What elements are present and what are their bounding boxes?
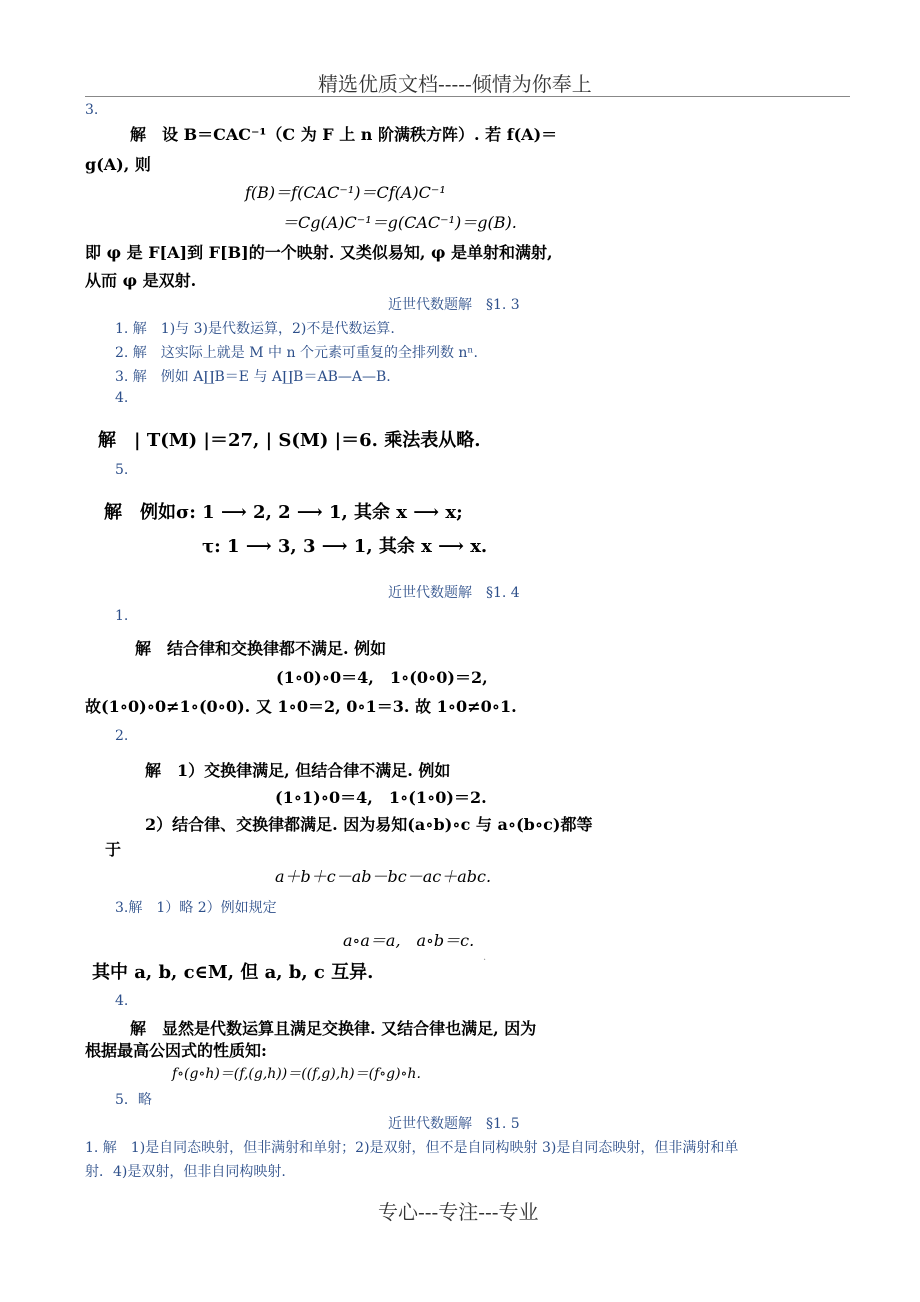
header-rule [85, 96, 850, 97]
list-item: 3. 解 例如 A∐B＝E 与 A∐B＝AB—A—B. [115, 369, 391, 385]
solution-line: 从而 φ 是双射. [85, 271, 197, 290]
equation-line: ＝Cg(A)C⁻¹＝g(CAC⁻¹)＝g(B). [282, 213, 517, 232]
list-item: 射．4)是双射，但非自同构映射. [85, 1164, 286, 1180]
equation-line: f∘(g∘h)＝(f,(g,h))＝((f,g),h)＝(f∘g)∘h. [172, 1066, 421, 1082]
equation-line: a∘a＝a, a∘b＝c. [343, 931, 475, 950]
item-number: 4. [115, 993, 129, 1009]
page-header: 精选优质文档-----倾情为你奉上 [318, 72, 592, 96]
equation-line: f(B)＝f(CAC⁻¹)＝Cf(A)C⁻¹ [245, 183, 446, 202]
solution-line: 解 例如σ: 1 ⟶ 2, 2 ⟶ 1, 其余 x ⟶ x; [104, 502, 463, 523]
list-item: 3.解 1）略 2）例如规定 [115, 900, 277, 916]
solution-line: τ: 1 ⟶ 3, 3 ⟶ 1, 其余 x ⟶ x. [202, 536, 488, 557]
solution-line: 故(1∘0)∘0≠1∘(0∘0). 又 1∘0＝2, 0∘1＝3. 故 1∘0≠0∘1. [85, 697, 517, 716]
item-number: 5. [115, 462, 129, 478]
solution-line: 2）结合律、交换律都满足. 因为易知(a∘b)∘c 与 a∘(b∘c)都等 [145, 815, 593, 834]
scan-mark: · [483, 955, 487, 966]
solution-line: 解 1）交换律满足, 但结合律不满足. 例如 [145, 761, 451, 780]
list-item: 1. 解 1)与 3)是代数运算，2)不是代数运算. [115, 321, 395, 337]
section-title-1-5: 近世代数题解 §1. 5 [388, 1116, 520, 1132]
equation-line: a＋b＋c－ab－bc－ac＋abc. [275, 867, 492, 886]
solution-line: 根据最高公因式的性质知: [85, 1041, 267, 1060]
item-number: 2. [115, 728, 129, 744]
section-title-1-4: 近世代数题解 §1. 4 [388, 585, 520, 601]
list-item: 5．略 [115, 1092, 152, 1108]
page-footer: 专心---专注---专业 [378, 1200, 539, 1224]
equation-line: (1∘0)∘0＝4, 1∘(0∘0)＝2, [276, 668, 488, 687]
solution-line: g(A), 则 [85, 155, 151, 174]
item-number: 1. [115, 608, 129, 624]
list-item: 2. 解 这实际上就是 M 中 n 个元素可重复的全排列数 nⁿ. [115, 345, 478, 361]
solution-line: 解 | T(M) |＝27, | S(M) |＝6. 乘法表从略. [98, 430, 481, 451]
solution-line: 解 显然是代数运算且满足交换律. 又结合律也满足, 因为 [130, 1019, 537, 1038]
section-title-1-3: 近世代数题解 §1. 3 [388, 297, 520, 313]
solution-line: 即 φ 是 F[A]到 F[B]的一个映射. 又类似易知, φ 是单射和满射, [85, 243, 553, 262]
item-number: 4. [115, 390, 129, 406]
equation-line: (1∘1)∘0＝4, 1∘(1∘0)＝2. [275, 788, 487, 807]
item-number: 3. [85, 102, 99, 118]
solution-line: 于 [105, 840, 122, 859]
list-item: 1. 解 1)是自同态映射，但非满射和单射；2)是双射，但不是自同构映射 3)是自同态映射，但非满射和单 [85, 1140, 739, 1156]
solution-line: 其中 a, b, c∈M, 但 a, b, c 互异. [92, 962, 374, 983]
solution-line: 解 结合律和交换律都不满足. 例如 [135, 639, 387, 658]
solution-line: 解 设 B＝CAC⁻¹（C 为 F 上 n 阶满秩方阵）. 若 f(A)＝ [130, 125, 558, 144]
